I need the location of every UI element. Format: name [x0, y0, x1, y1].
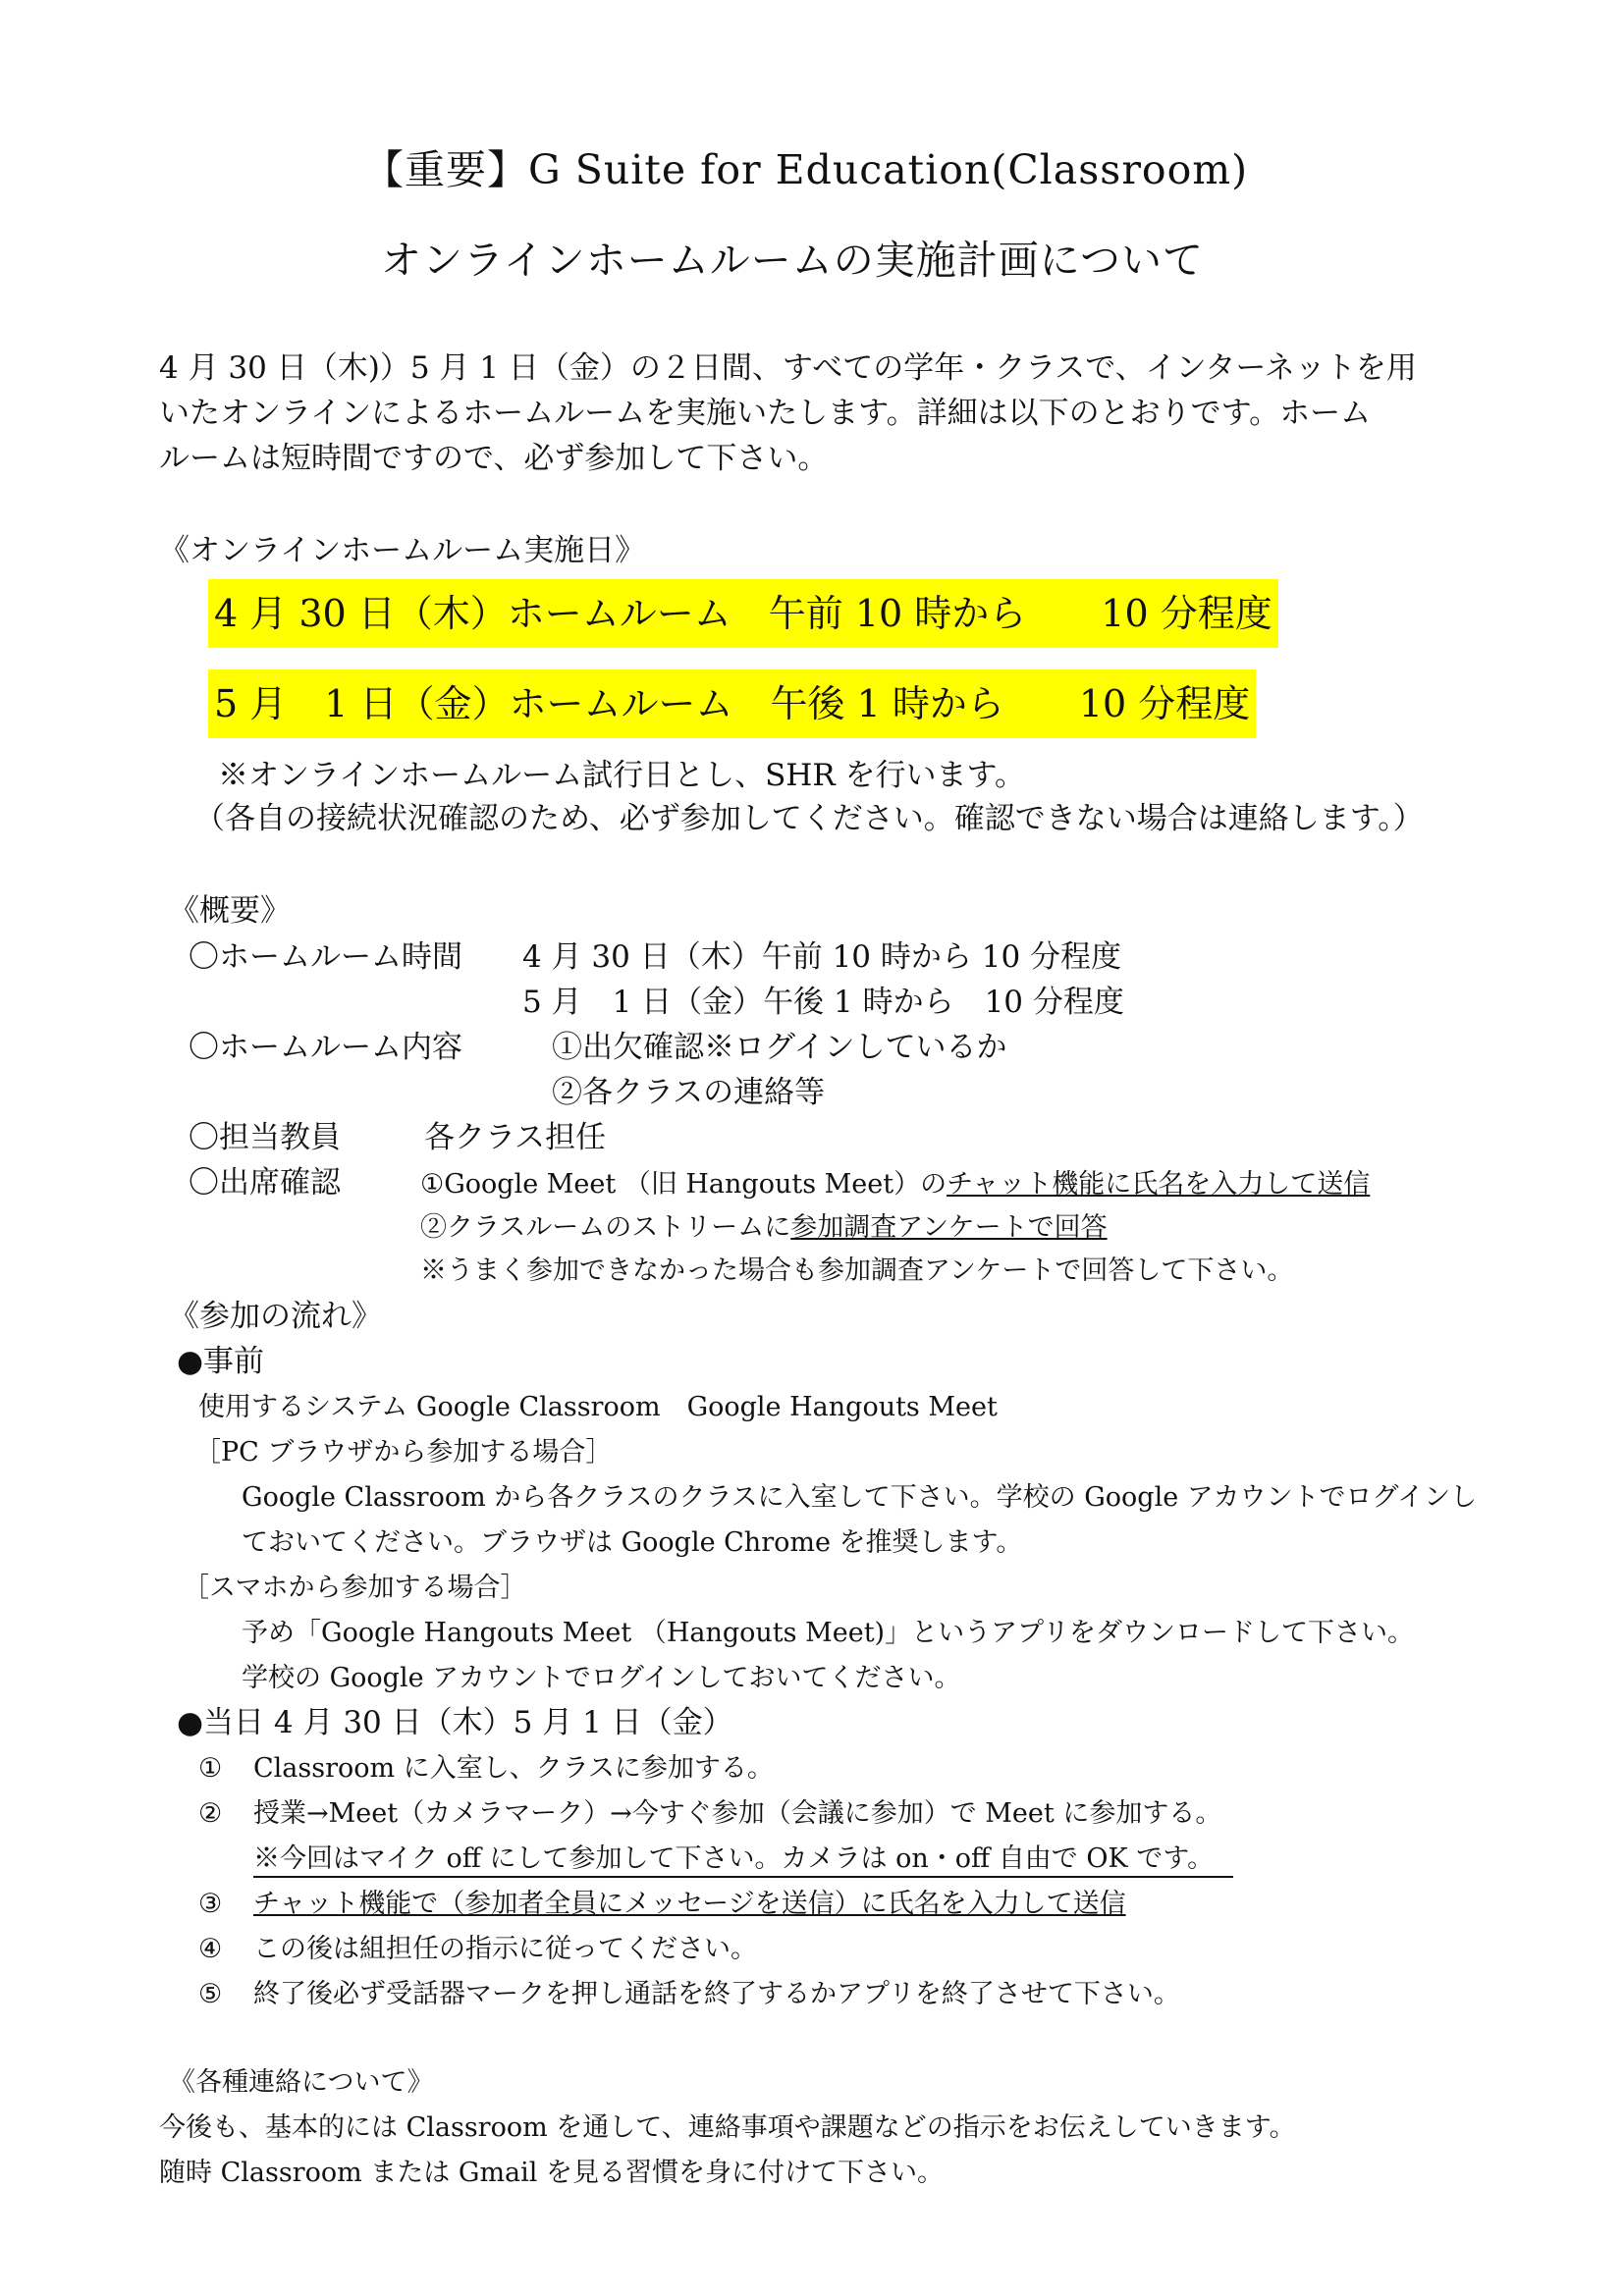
flow-heading: 《参加の流れ》 [169, 1299, 382, 1334]
document-title: 【重要】G Suite for Education(Classroom) [363, 146, 1249, 193]
overview-attendance-note: ※うまく参加できなかった場合も参加調査アンケートで回答して下さい。 [420, 1255, 1294, 1286]
step-note-underline [253, 1876, 1233, 1878]
step-number: ① [198, 1753, 223, 1784]
overview-content-2: ②各クラスの連絡等 [552, 1075, 826, 1110]
schedule-day-2: 5 月 1 日（金）ホームルーム 午後 1 時から 10 分程度 [208, 669, 1256, 738]
step-number: ② [198, 1798, 223, 1829]
overview-attendance-2: ②クラスルームのストリームに参加調査アンケートで回答 [420, 1212, 1108, 1243]
overview-content-1: ①出欠確認※ログインしているか [552, 1030, 1007, 1065]
flow-pc-heading: ［PC ブラウザから参加する場合］ [194, 1437, 613, 1468]
overview-content-label: 〇ホームルーム内容 [189, 1030, 462, 1065]
overview-time-1: 4 月 30 日（木）午前 10 時から 10 分程度 [522, 939, 1122, 975]
step-number: ③ [198, 1889, 223, 1919]
schedule-heading: 《オンラインホームルーム実施日》 [159, 533, 646, 568]
step-number: ⑤ [198, 1979, 223, 2009]
contact-line-1: 今後も、基本的には Classroom を通して、連絡事項や課題などの指示をお伝えしていきます。 [159, 2112, 1296, 2143]
intro-line-2: いたオンラインによるホームルームを実施いたします。詳細は以下のとおりです。ホーム [159, 396, 1372, 431]
overview-teacher-label: 〇担当教員 [189, 1120, 341, 1155]
flow-smartphone-heading: ［スマホから参加する場合］ [183, 1573, 527, 1603]
schedule-note-1: ※オンラインホームルーム試行日とし、SHR を行います。 [218, 758, 1026, 793]
overview-attendance-label: 〇出席確認 [189, 1165, 341, 1201]
overview-attendance-1: ①Google Meet （旧 Hangouts Meet）のチャット機能に氏名を入力して送信 [420, 1169, 1371, 1200]
step-text: 授業→Meet（カメラマーク）→今すぐ参加（会議に参加）で Meet に参加する。 [253, 1798, 1222, 1829]
step-text: 終了後必ず受話器マークを押し通話を終了するかアプリを終了させて下さい。 [253, 1979, 1180, 2009]
contact-line-2: 随時 Classroom または Gmail を見る習慣を身に付けて下さい。 [159, 2158, 944, 2188]
schedule-note-2: （各自の接続状況確認のため、必ず参加してください。確認できない場合は連絡します。） [194, 801, 1424, 836]
flow-system: 使用するシステム Google Classroom Google Hangouts Meet [198, 1392, 998, 1422]
contact-heading: 《各種連絡について》 [169, 2067, 434, 2098]
overview-time-label: 〇ホームルーム時間 [189, 939, 462, 975]
flow-pc-line-1: Google Classroom から各クラスのクラスに入室して下さい。学校の Google アカウントでログインし [242, 1482, 1478, 1513]
flow-pc-line-2: ておいてください。ブラウザは Google Chrome を推奨します。 [242, 1527, 1023, 1558]
step-text: チャット機能で（参加者全員にメッセージを送信）に氏名を入力して送信 [253, 1889, 1126, 1919]
schedule-day-1: 4 月 30 日（木）ホームルーム 午前 10 時から 10 分程度 [208, 579, 1278, 648]
step-text: この後は組担任の指示に従ってください。 [253, 1934, 757, 1964]
step-text: Classroom に入室し、クラスに参加する。 [253, 1753, 774, 1784]
overview-time-2: 5 月 1 日（金）午後 1 時から 10 分程度 [522, 985, 1124, 1020]
flow-day-heading: ●当日 4 月 30 日（木）5 月 1 日（金） [177, 1705, 733, 1740]
overview-teacher-value: 各クラス担任 [424, 1120, 607, 1155]
overview-heading: 《概要》 [169, 893, 291, 929]
flow-smartphone-line-1: 予め「Google Hangouts Meet （Hangouts Meet)」というアプリをダウンロードして下さい。 [242, 1618, 1414, 1648]
document-subtitle: オンラインホームルームの実施計画について [381, 237, 1204, 284]
flow-smartphone-line-2: 学校の Google アカウントでログインしておいてください。 [242, 1663, 961, 1693]
step-note: ※今回はマイク off にして参加して下さい。カメラは on・off 自由で OK です。 [253, 1843, 1215, 1874]
intro-line-3: ルームは短時間ですので、必ず参加して下さい。 [159, 441, 829, 476]
step-number: ④ [198, 1934, 223, 1964]
flow-before-heading: ●事前 [177, 1344, 265, 1379]
intro-line-1: 4 月 30 日（木)）5 月 1 日（金）の２日間、すべての学年・クラスで、インターネットを用 [159, 350, 1417, 386]
